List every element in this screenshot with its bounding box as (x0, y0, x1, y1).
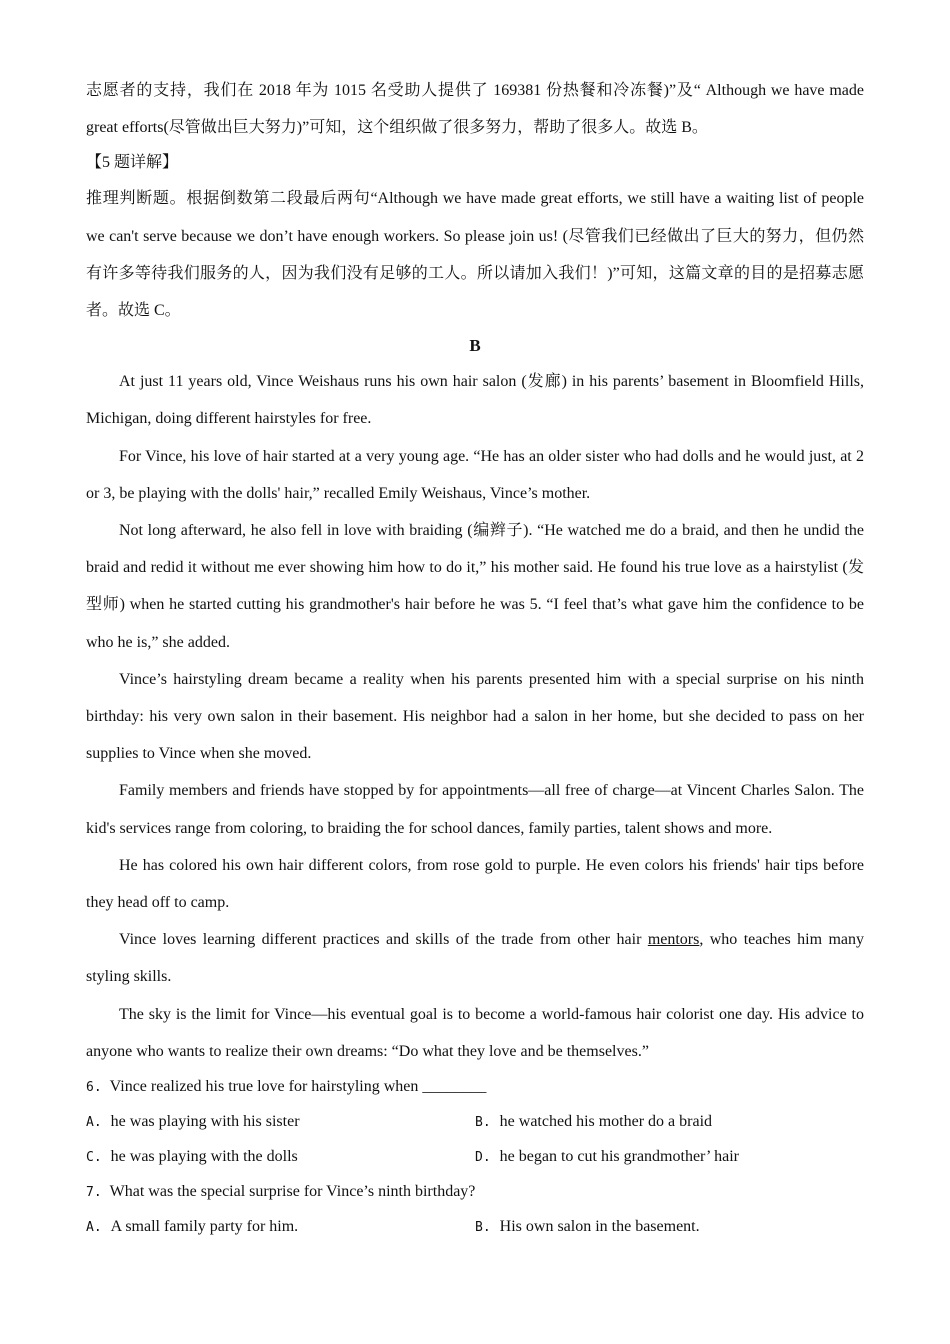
explanation-4-text: 志愿者的支持，我们在 2018 年为 1015 名受助人提供了 169381 份热餐和冷冻餐)”及“ Although we have made great efforts(尽管做出巨大努力)”可知，这个组织做了很多努力，帮助了很多人。故选 B。 (86, 82, 864, 137)
option-letter: A. (86, 1115, 102, 1131)
question-6-stem (86, 1070, 864, 1105)
passage-paragraph-3: Not long afterward, he also fell in love with braiding (编辫子). “He watched me do a braid, and then he undid the braid and redid it without me ever showing him how to do it,” his mother said. He found his true love as a hairstylist (发型师) when he started cutting his grandmother's hair before he was 5. “I feel that’s what gave him the confidence to be who he is,” she added. (86, 522, 864, 651)
option-letter: C. (86, 1150, 102, 1166)
question-6-option-d (475, 1140, 864, 1175)
paragraph-7-text-after: , who teaches him many styling skills. (86, 931, 865, 986)
question-6-options-row-2 (86, 1140, 864, 1175)
question-6-option-b (475, 1105, 864, 1140)
question-7-text: What was the special surprise for Vince’s ninth birthday? (109, 1183, 476, 1201)
option-text: he was playing with his sister (110, 1113, 300, 1131)
question-7-options-row-1 (86, 1210, 864, 1245)
option-text: he watched his mother do a braid (499, 1113, 713, 1131)
passage-paragraph-6: He has colored his own hair different colors, from rose gold to purple. He even colors his friends' hair tips before they head off to camp. (86, 856, 864, 912)
question-7-option-b (475, 1210, 864, 1245)
option-letter: D. (475, 1150, 491, 1166)
question-6-option-a (86, 1105, 475, 1140)
question-7-stem (86, 1175, 864, 1210)
option-text: His own salon in the basement. (499, 1218, 700, 1236)
option-letter: B. (475, 1220, 491, 1236)
question-6-text: Vince realized his true love for hairstyling when ________ (109, 1078, 487, 1096)
paragraph-7-text-before: Vince loves learning different practices and skills of the trade from other hair (119, 931, 648, 949)
option-letter: A. (86, 1220, 102, 1236)
explanation-5-text: 推理判断题。根据倒数第二段最后两句“Although we have made great efforts, we still have a waiting list of people we can't serve because we don’t have enough workers. So please join us! (尽管我们已经做出了巨大的努力，但仍然有许多等待我们服务的人，因为我们没有足够的工人。所以请加入我们！)”可知，这篇文章的目的是招募志愿者。故选 C。 (86, 190, 864, 320)
option-letter: B. (475, 1115, 491, 1131)
option-text: he began to cut his grandmother’ hair (499, 1148, 739, 1166)
option-text: A small family party for him. (110, 1218, 299, 1236)
document-page (86, 72, 864, 1245)
passage-paragraph-2: For Vince, his love of hair started at a very young age. “He has an older sister who had dolls and he would just, at 2 or 3, be playing with the dolls' hair,” recalled Emily Weishaus, Vince’s mother. (86, 447, 864, 502)
explanation-5-heading: 【5 题详解】 (86, 154, 179, 172)
passage-paragraph-7 (86, 921, 864, 995)
question-6-options-row-1 (86, 1105, 864, 1140)
question-7-option-a (86, 1210, 475, 1245)
passage-paragraph-1: At just 11 years old, Vince Weishaus runs his own hair salon (发廊) in his parents’ basement in Bloomfield Hills, Michigan, doing different hairstyles for free. (86, 373, 864, 428)
question-6-number: 6. (86, 1080, 102, 1096)
passage-paragraph-8: The sky is the limit for Vince—his eventual goal is to become a world-famous hair colorist one day. His advice to anyone who wants to realize their own dreams: “Do what they love and be themselves.” (86, 1005, 864, 1060)
underlined-word-mentors: mentors (647, 931, 700, 949)
question-6-option-c (86, 1140, 475, 1175)
option-text: he was playing with the dolls (110, 1148, 298, 1166)
passage-paragraph-5: Family members and friends have stopped by for appointments—all free of charge—at Vincent Charles Salon. The kid's services range from coloring, to braiding the for school dances, family parties, talent shows and more. (86, 782, 864, 837)
question-7-number: 7. (86, 1185, 102, 1201)
passage-paragraph-4: Vince’s hairstyling dream became a reality when his parents presented him with a special surprise on his ninth birthday: his very own salon in their basement. His neighbor had a salon in her home, but she decided to pass on her supplies to Vince when she moved. (86, 670, 864, 763)
section-title: B (469, 336, 481, 356)
